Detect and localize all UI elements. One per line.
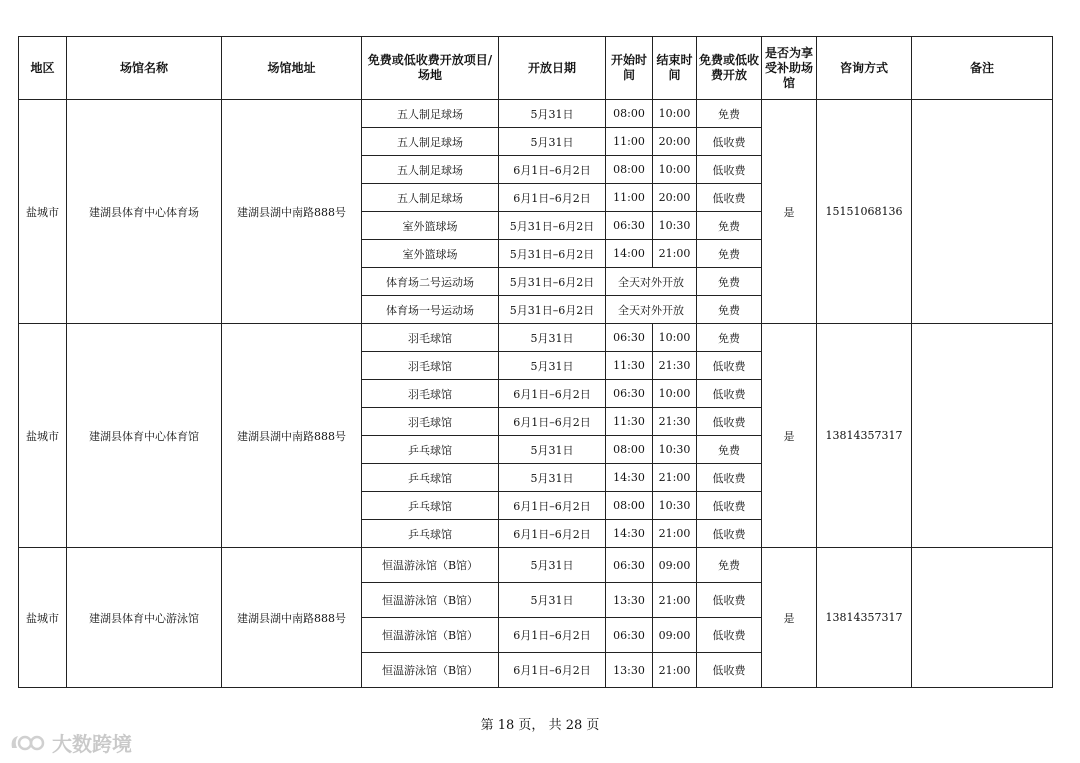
end-time-cell: 10:00 [653,380,697,408]
region-cell: 盐城市 [19,324,67,548]
item-cell: 羽毛球馆 [362,380,499,408]
item-cell: 室外篮球场 [362,240,499,268]
date-cell: 5月31日 [499,324,606,352]
start-time-cell: 06:30 [606,618,653,653]
end-time-cell: 21:00 [653,583,697,618]
item-cell: 乒乓球馆 [362,520,499,548]
end-time-cell: 20:00 [653,184,697,212]
fee-cell: 低收费 [697,408,762,436]
end-time-cell: 10:00 [653,156,697,184]
date-cell: 6月1日–6月2日 [499,618,606,653]
end-time-cell: 21:00 [653,464,697,492]
fee-cell: 免费 [697,324,762,352]
end-time-cell: 10:00 [653,100,697,128]
start-time-cell: 11:00 [606,184,653,212]
header-region: 地区 [19,37,67,100]
start-time-cell: 14:30 [606,520,653,548]
venue-name-cell: 建湖县体育中心体育场 [67,100,222,324]
date-cell: 5月31日 [499,100,606,128]
start-time-cell: 11:30 [606,408,653,436]
fee-cell: 低收费 [697,380,762,408]
date-cell: 5月31日 [499,548,606,583]
contact-cell: 13814357317 [817,548,912,688]
fee-cell: 低收费 [697,184,762,212]
start-time-cell: 06:30 [606,548,653,583]
item-cell: 五人制足球场 [362,156,499,184]
item-cell: 体育场一号运动场 [362,296,499,324]
watermark-text: 大数跨境 [52,732,132,756]
header-end: 结束时间 [653,37,697,100]
item-cell: 恒温游泳馆（B馆） [362,583,499,618]
fee-cell: 免费 [697,436,762,464]
table-body [19,100,1053,688]
fee-cell: 低收费 [697,520,762,548]
date-cell: 5月31日–6月2日 [499,240,606,268]
end-time-cell: 10:30 [653,492,697,520]
subsidy-cell: 是 [762,548,817,688]
header-row [19,37,1053,100]
allday-cell: 全天对外开放 [606,268,697,296]
item-cell: 五人制足球场 [362,184,499,212]
date-cell: 6月1日–6月2日 [499,653,606,688]
date-cell: 5月31日 [499,583,606,618]
table-row [19,548,1053,583]
end-time-cell: 10:30 [653,212,697,240]
fee-cell: 低收费 [697,464,762,492]
fee-cell: 低收费 [697,653,762,688]
fee-cell: 免费 [697,548,762,583]
date-cell: 5月31日–6月2日 [499,296,606,324]
table-row [19,324,1053,352]
end-time-cell: 21:00 [653,240,697,268]
start-time-cell: 14:00 [606,240,653,268]
contact-cell: 15151068136 [817,100,912,324]
start-time-cell: 08:00 [606,492,653,520]
allday-cell: 全天对外开放 [606,296,697,324]
item-cell: 羽毛球馆 [362,408,499,436]
date-cell: 6月1日–6月2日 [499,184,606,212]
venue-name-cell: 建湖县体育中心游泳馆 [67,548,222,688]
item-cell: 恒温游泳馆（B馆） [362,548,499,583]
date-cell: 6月1日–6月2日 [499,492,606,520]
start-time-cell: 08:00 [606,436,653,464]
header-subsidy: 是否为享受补助场馆 [762,37,817,100]
fee-cell: 低收费 [697,352,762,380]
end-time-cell: 09:00 [653,618,697,653]
fee-cell: 低收费 [697,618,762,653]
start-time-cell: 13:30 [606,583,653,618]
item-cell: 五人制足球场 [362,100,499,128]
start-time-cell: 08:00 [606,100,653,128]
header-date: 开放日期 [499,37,606,100]
venue-address-cell: 建湖县湖中南路888号 [222,548,362,688]
date-cell: 5月31日 [499,464,606,492]
item-cell: 乒乓球馆 [362,492,499,520]
fee-cell: 免费 [697,100,762,128]
item-cell: 羽毛球馆 [362,352,499,380]
region-cell: 盐城市 [19,548,67,688]
item-cell: 室外篮球场 [362,212,499,240]
watermark [8,728,132,757]
table-row [19,100,1053,128]
fee-cell: 低收费 [697,156,762,184]
header-venue-address: 场馆地址 [222,37,362,100]
end-time-cell: 21:30 [653,352,697,380]
start-time-cell: 06:30 [606,380,653,408]
fee-cell: 免费 [697,240,762,268]
start-time-cell: 14:30 [606,464,653,492]
item-cell: 恒温游泳馆（B馆） [362,618,499,653]
date-cell: 6月1日–6月2日 [499,156,606,184]
contact-cell: 13814357317 [817,324,912,548]
item-cell: 乒乓球馆 [362,464,499,492]
venue-table [18,36,1053,688]
date-cell: 5月31日 [499,128,606,156]
fee-cell: 低收费 [697,128,762,156]
date-cell: 5月31日–6月2日 [499,212,606,240]
watermark-logo-icon [8,732,48,754]
fee-cell: 免费 [697,212,762,240]
date-cell: 5月31日–6月2日 [499,268,606,296]
date-cell: 5月31日 [499,352,606,380]
item-cell: 体育场二号运动场 [362,268,499,296]
header-item: 免费或低收费开放项目/场地 [362,37,499,100]
start-time-cell: 08:00 [606,156,653,184]
start-time-cell: 13:30 [606,653,653,688]
subsidy-cell: 是 [762,324,817,548]
item-cell: 五人制足球场 [362,128,499,156]
venue-name-cell: 建湖县体育中心体育馆 [67,324,222,548]
header-note: 备注 [912,37,1053,100]
end-time-cell: 21:30 [653,408,697,436]
start-time-cell: 11:30 [606,352,653,380]
end-time-cell: 20:00 [653,128,697,156]
end-time-cell: 21:00 [653,520,697,548]
date-cell: 6月1日–6月2日 [499,380,606,408]
end-time-cell: 21:00 [653,653,697,688]
end-time-cell: 10:30 [653,436,697,464]
fee-cell: 免费 [697,268,762,296]
end-time-cell: 10:00 [653,324,697,352]
page-footer: 第 18 页， 共 28 页 [480,718,600,733]
end-time-cell: 09:00 [653,548,697,583]
header-start: 开始时间 [606,37,653,100]
date-cell: 6月1日–6月2日 [499,408,606,436]
date-cell: 6月1日–6月2日 [499,520,606,548]
item-cell: 羽毛球馆 [362,324,499,352]
item-cell: 恒温游泳馆（B馆） [362,653,499,688]
venue-address-cell: 建湖县湖中南路888号 [222,100,362,324]
region-cell: 盐城市 [19,100,67,324]
subsidy-cell: 是 [762,100,817,324]
header-venue-name: 场馆名称 [67,37,222,100]
header-fee: 免费或低收费开放 [697,37,762,100]
date-cell: 5月31日 [499,436,606,464]
note-cell [912,324,1053,548]
start-time-cell: 06:30 [606,324,653,352]
header-contact: 咨询方式 [817,37,912,100]
venue-address-cell: 建湖县湖中南路888号 [222,324,362,548]
item-cell: 乒乓球馆 [362,436,499,464]
fee-cell: 免费 [697,296,762,324]
start-time-cell: 06:30 [606,212,653,240]
fee-cell: 低收费 [697,492,762,520]
fee-cell: 低收费 [697,583,762,618]
note-cell [912,100,1053,324]
note-cell [912,548,1053,688]
start-time-cell: 11:00 [606,128,653,156]
